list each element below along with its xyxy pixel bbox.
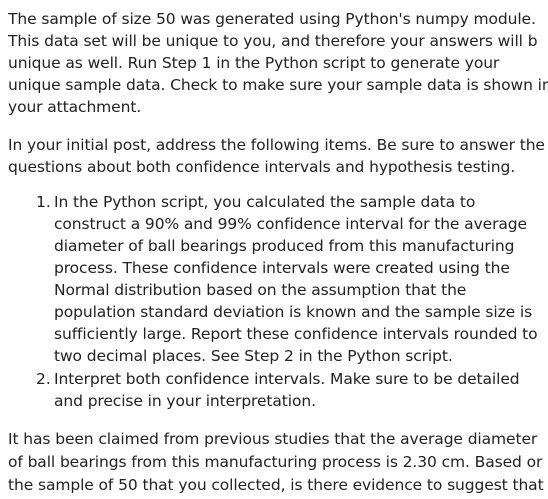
text-line: Normal distribution based on the assumption that the bbox=[54, 281, 467, 299]
text-line: Interpret both confidence intervals. Make sure to be detailed bbox=[54, 370, 520, 388]
text-line: diameter of ball bearings produced from this manufacturing bbox=[54, 237, 515, 255]
text-line: unique as well. Run Step 1 in the Python script to generate your bbox=[8, 54, 500, 72]
text-line: your attachment. bbox=[8, 98, 142, 116]
text-line: population standard deviation is known and the sample size is bbox=[54, 303, 533, 321]
text-line: construct a 90% and 99% confidence interval for the average bbox=[54, 215, 527, 233]
text-line: and precise in your interpretation. bbox=[54, 392, 316, 410]
list-item-number: 1. bbox=[36, 193, 51, 211]
text-line: In your initial post, address the following items. Be sure to answer the bbox=[8, 136, 545, 154]
text-line: two decimal places. See Step 2 in the Python script. bbox=[54, 347, 453, 365]
text-line: unique sample data. Check to make sure your sample data is shown ir bbox=[8, 76, 548, 94]
list-item-number: 2. bbox=[36, 370, 51, 388]
text-line: process. These confidence intervals were created using the bbox=[54, 259, 510, 277]
text-line: of ball bearings from this manufacturing process is 2.30 cm. Based or bbox=[8, 453, 543, 471]
text-line: questions about both confidence intervals and hypothesis testing. bbox=[8, 158, 516, 176]
text-line: This data set will be unique to you, and therefore your answers will b bbox=[8, 32, 538, 50]
text-line: The sample of size 50 was generated using Python's numpy module. bbox=[8, 10, 536, 28]
text-line: It has been claimed from previous studies that the average diameter bbox=[8, 430, 538, 448]
text-line: sufficiently large. Report these confidence intervals rounded to bbox=[54, 325, 538, 343]
text-line: the sample of 50 that you collected, is there evidence to suggest that bbox=[8, 476, 544, 494]
text-line: In the Python script, you calculated the sample data to bbox=[54, 193, 476, 211]
